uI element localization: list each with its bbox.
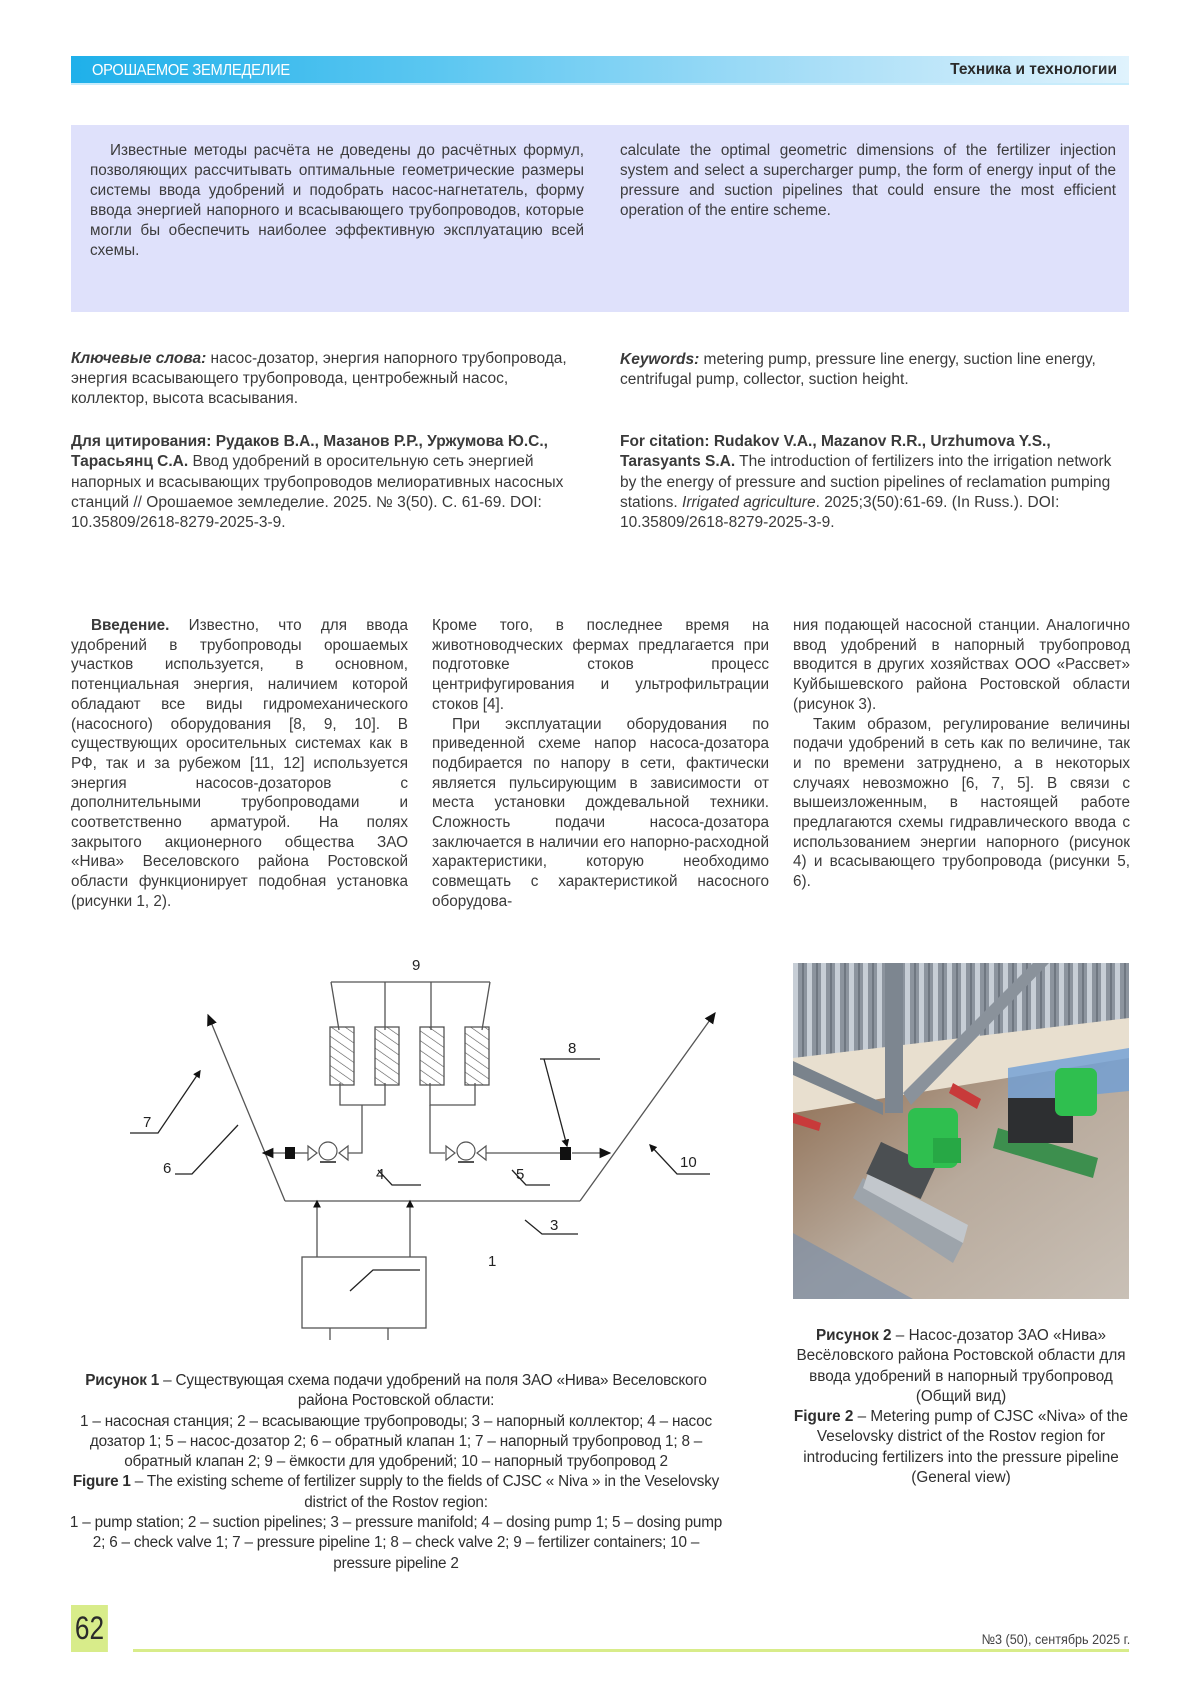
pressure-pipeline-2-line: [580, 1013, 715, 1201]
figure-2-ru-text: – Насос-дозатор ЗАО «Нива» Весёловского района Ростовской области для ввода удобрений в напорный трубопровод (Общий вид): [796, 1327, 1126, 1405]
figure-2-photo: [793, 963, 1129, 1299]
pump-station-box: [302, 1257, 426, 1328]
journal-section-title: ОРОШАЕМОЕ ЗЕМЛЕДЕЛИЕ: [92, 62, 290, 79]
body-column-2: [432, 616, 769, 912]
citation-ru-label: Для цитирования: Рудаков В.А., Мазанов Р.Р., Уржумова Ю.С., Тарасьянц С.А.: [71, 433, 548, 471]
body-paragraph: ния подающей насосной станции. Аналогично ввод удобрений в напорный трубопровод вводится в других хозяйствах ООО «Рассвет» Куйбышевского района Ростовской области (рисунок 3).: [793, 617, 1130, 713]
footer-divider: [133, 1649, 1129, 1652]
figure-1-ru-label: Рисунок 1: [85, 1372, 160, 1389]
keywords-ru-label: Ключевые слова:: [71, 350, 207, 367]
keywords-en-label: Keywords:: [620, 351, 700, 368]
intro-paragraph: [71, 616, 408, 912]
body-column-3: [793, 616, 1130, 892]
figure-1-en-label: Figure 1: [72, 1473, 131, 1491]
fertilizer-container: [420, 1027, 444, 1085]
citation-en-label: For citation: Rudakov V.A., Mazanov R.R., Urzhumova Y.S., Tarasyants S.A.: [620, 433, 1051, 471]
dosing-pump-5-icon: [446, 1142, 486, 1162]
label-9: 9: [412, 957, 421, 974]
figure-2-ru-label: Рисунок 2: [815, 1327, 892, 1344]
figure-1-caption: [66, 1371, 726, 1574]
keywords-ru: [71, 349, 571, 409]
keywords-en-text: metering pump, pressure line energy, suction line energy, centrifugal pump, collector, suction height.: [620, 351, 1096, 388]
citation-en: [620, 432, 1130, 533]
abstract-en: calculate the optimal geometric dimensions of the fertilizer injection system and select a supercharger pump, the form of energy input of the pressure and suction pipelines that could ensure the most efficient operation of the entire scheme.: [620, 142, 1116, 219]
label-3: 3: [550, 1217, 559, 1234]
dosing-pump-4-icon: [308, 1142, 348, 1162]
abstract-ru: Известные методы расчёта не доведены до расчётных формул, позволяющих рассчитывать оптимальные геометрические размеры системы ввода удобрений и подобрать насос-нагнетатель, форму ввода энергией напорного и всасывающего трубопроводов, которые могли бы обеспечить наиболее эффективную эксплуатацию всей схемы.: [90, 142, 584, 259]
figure-1-en-title: – The existing scheme of fertilizer supply to the fields of CJSC « Niva » in the Veselovsky district of the Rostov region:: [130, 1473, 720, 1511]
rubric-title: Техника и технологии: [950, 61, 1117, 78]
label-1: 1: [488, 1253, 497, 1270]
metering-pump-photo: [793, 963, 1129, 1299]
body-column-1: [71, 616, 408, 912]
check-valve-8-icon: [560, 1147, 571, 1160]
fertilizer-container: [375, 1027, 399, 1085]
label-4: 4: [376, 1166, 385, 1183]
keywords-en: [620, 350, 1120, 390]
citation-ru: [71, 432, 571, 533]
pressure-pipeline-1-line: [208, 1015, 285, 1201]
issue-info: №3 (50), сентябрь 2025 г.: [981, 1631, 1130, 1647]
figure-1-en-legend: 1 – pump station; 2 – suction pipelines; 3 – pressure manifold; 4 – dosing pump 1; 5 – dosing pump 2; 6 – check valve 1; 7 – pressure pipeline 1; 8 – check valve 2; 9 – fertilizer containers; 10 – pressure pipeline 2: [69, 1514, 723, 1572]
citation-en-text-2: . 2025;3(50):61-69. (In Russ.). DOI: 10.35809/2618-8279-2025-3-9.: [620, 493, 1060, 532]
fertilizer-container: [330, 1027, 354, 1085]
body-paragraph: При эксплуатации оборудования по приведенной схеме напор насоса-дозатора подбирается по напору в сети, фактически является пульсирующим в зависимости от места установки дождевальной техники. Сложность подачи насоса-дозатора заключается в наличии его напорно-расходной характеристики, которую необходимо совмещать с характеристикой насосного оборудова-: [432, 715, 769, 910]
intro-text: Известно, что для ввода удобрений в трубопроводы орошаемых участков используется, в основном, потенциальная энергия, наличием которой обладают все виды гидромеханического (насосного) оборудования [8, 9, 10]. В существующих оросительных системах как в РФ, так и за рубежом [11, 12] используется энергия насосов-дозаторов с дополнительными трубопроводами и соответственно арматурой. На полях закрытого акционерного общества ЗАО «Нива» Веселовского района Ростовской области функционирует подобная установка (рисунки 1, 2).: [71, 617, 408, 910]
keywords-ru-text: насос-дозатор, энергия напорного трубопровода, энергия всасывающего трубопровода, центробежный насос, коллектор, высота всасывания.: [71, 350, 567, 407]
figure-1-diagram: [130, 955, 770, 1340]
citation-ru-text: Ввод удобрений в оросительную сеть энергией напорных и всасывающих трубопроводов мелиоративных насосных станций // Орошаемое земледелие. 2025. № 3(50). С. 61-69. DOI: 10.35809/2618-8279-2025-3-9.: [71, 453, 564, 532]
figure-2-en-label: Figure 2: [793, 1408, 854, 1426]
citation-en-text-1: The introduction of fertilizers into the irrigation network by the energy of pressure and suction pipelines of reclamation pumping stations.: [620, 453, 1112, 511]
label-8: 8: [568, 1040, 577, 1057]
journal-header-bar: [71, 56, 1129, 85]
page-number: 62: [71, 1605, 108, 1652]
label-6: 6: [163, 1160, 172, 1177]
figure-1-ru-legend: 1 – насосная станция; 2 – всасывающие трубопроводы; 3 – напорный коллектор; 4 – насос дозатор 1; 5 – насос-дозатор 2; 6 – обратный клапан 1; 7 – напорный трубопровод 1; 8 – обратный клапан 2; 9 – ёмкости для удобрений; 10 – напорный трубопровод 2: [80, 1412, 712, 1471]
label-5: 5: [516, 1166, 525, 1183]
body-paragraph: Кроме того, в последнее время на животноводческих фермах предлагается при подготовке стоков процесс центрифугирования и ультрофильтрации стоков [4].: [432, 617, 769, 713]
check-valve-6-icon: [285, 1147, 295, 1159]
figure-2-en-text: – Metering pump of CJSC «Niva» of the Veselovsky district of the Rostov region for introducing fertilizers into the pressure pipeline (General view): [803, 1408, 1129, 1487]
green-motor-2: [1055, 1068, 1097, 1116]
intro-heading: Введение.: [91, 617, 170, 634]
body-paragraph: Таким образом, регулирование величины подачи удобрений в сеть как по величине, так и по времени затруднено, а в некоторых случаях невозможно [6, 7, 5]. В связи с вышеизложенным, в настоящей работе предлагаются схемы гидравлического ввода с использованием энергии напорного (рисунок 4) и всасывающего трубопровода (рисунки 5, 6).: [793, 715, 1130, 891]
fertilizer-container: [465, 1027, 489, 1085]
label-7: 7: [143, 1114, 152, 1131]
fertilizer-scheme-svg: [130, 955, 770, 1340]
figure-2-caption: [793, 1326, 1129, 1488]
figure-1-ru-title: – Существующая схема подачи удобрений на поля ЗАО «Нива» Веселовского района Ростовской области:: [159, 1372, 707, 1410]
citation-en-journal: Irrigated agriculture: [682, 493, 816, 511]
label-10: 10: [680, 1154, 697, 1171]
